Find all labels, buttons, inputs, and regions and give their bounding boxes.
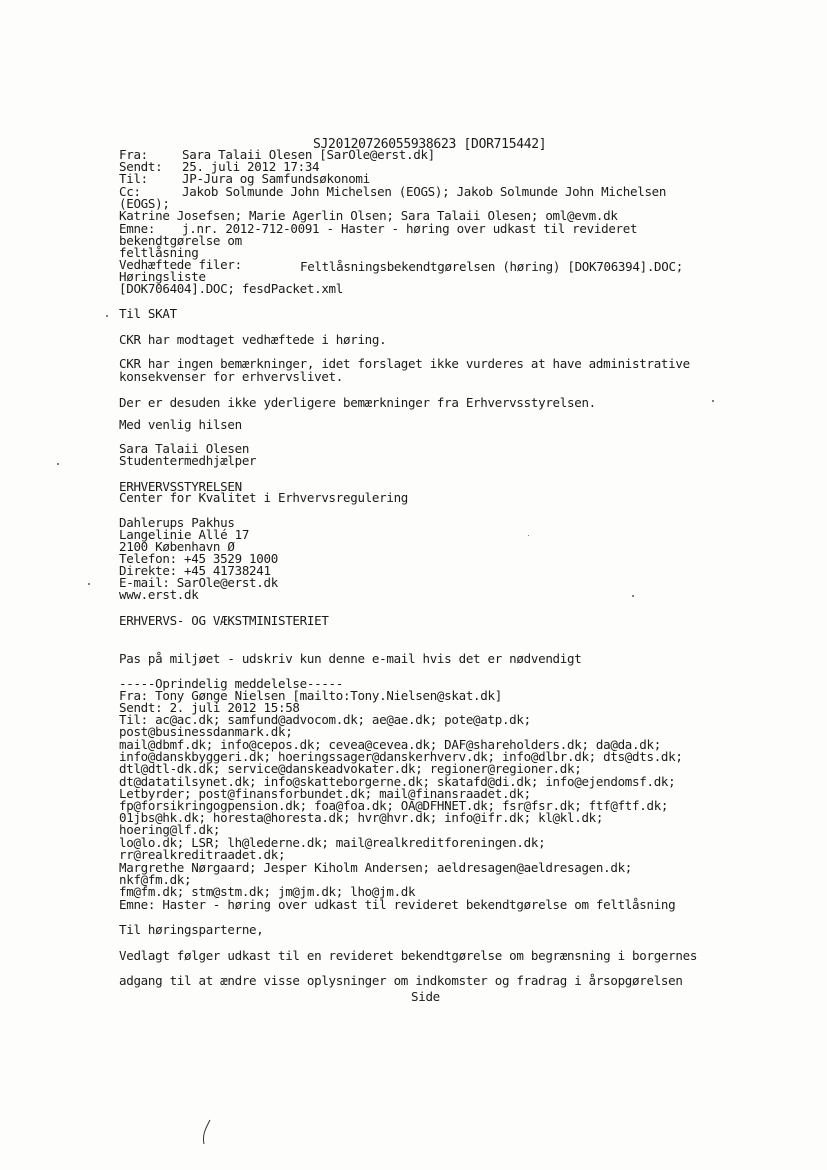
original-recipient-line: info@danskbyggeri.dk; hoeringssager@danskerhverv.dk; info@dlbr.dk; dts@dts.dk; [119, 749, 683, 764]
signature-building: Dahlerups Pakhus [119, 515, 235, 530]
scan-speck [528, 535, 529, 536]
scan-speck [106, 315, 108, 317]
original-recipient-line: fm@fm.dk; stm@stm.dk; jm@jm.dk; lho@jm.dk [119, 884, 416, 899]
document-id: SJ2012072605593862З [DOR715442] [313, 137, 547, 152]
signature-city: 2100 København Ø [119, 539, 235, 554]
original-paragraph-line-2: adgang til at ændre visse oplysninger om indkomster og fradrag i årsopgørelsen [119, 973, 683, 988]
scan-speck [88, 583, 90, 585]
signature-direct-phone: Direkte: +45 41738241 [119, 563, 271, 578]
body-paragraph-2-line-2: konsekvenser for erhvervslivet. [119, 369, 343, 384]
signature-organization: ERHVERVSSTYRELSEN [119, 479, 242, 494]
signature-email: E-mail: SarOle@erst.dk [119, 575, 278, 590]
header-attachments-label: Vedhæftede filer: [119, 257, 242, 272]
original-subject: Emne: Haster - høring over udkast til revideret bekendtgørelse om feltlåsning [119, 897, 676, 912]
original-from: Fra: Tony Gønge Nielsen [mailto:Tony.Nielsen@skat.dk] [119, 688, 502, 703]
header-from-value: Sara Talaii Olesen [SarOle@erst.dk] [182, 147, 435, 162]
original-recipient-line: 01jbs@hk.dk; horesta@horesta.dk; hvr@hvr.dk; info@ifr.dk; kl@kl.dk; [119, 810, 604, 825]
original-recipient-line: dt@datatilsynet.dk; info@skatteborgerne.dk; skatafd@di.dk; info@ejendomsf.dk; [119, 774, 676, 789]
original-recipient-line: Til: ac@ac.dk; samfund@advocom.dk; ae@ae.dk; pote@atp.dk; [119, 712, 531, 727]
scan-speck [632, 595, 634, 597]
signature-street: Langelinie Allé 17 [119, 527, 250, 542]
header-attachments-continuation: Høringsliste [119, 269, 206, 284]
original-recipient-line: nkf@fm.dk; [119, 872, 192, 887]
header-cc-value: Jakob Solmunde John Michelsen (EOGS); Jakob Solmunde John Michelsen [182, 184, 667, 199]
signature-name: Sara Talaii Olesen [119, 441, 250, 456]
original-recipient-line: lo@lo.dk; LSR; lh@lederne.dk; mail@realkreditforeningen.dk; [119, 835, 546, 850]
original-recipient-line: fp@forsikringogpension.dk; foa@foa.dk; OA@DFHNET.dk; fsr@fsr.dk; ftf@ftf.dk; [119, 798, 669, 813]
header-subject-continuation: feltlåsning [119, 245, 199, 260]
header-cc-continuation: Katrine Josefsen; Marie Agerlin Olsen; Sara Talaii Olesen; oml@evm.dk [119, 208, 618, 223]
header-sent-label: Sendt: [119, 159, 163, 174]
header-attachments-value: Feltlåsningsbekendtgørelsen (høring) [DOK706394].DOC; [300, 259, 683, 274]
header-sent-value: 25. juli 2012 17:34 [182, 159, 320, 174]
original-greeting: Til høringsparterne, [119, 922, 264, 937]
original-recipient-line: post@businessdanmark.dk; [119, 724, 293, 739]
original-recipient-line: mail@dbmf.dk; info@cepos.dk; cevea@cevea.dk; DAF@shareholders.dk; da@da.dk; [119, 737, 661, 752]
header-from-label: Fra: [119, 147, 148, 162]
original-sent: Sendt: 2. juli 2012 15:58 [119, 700, 300, 715]
original-recipient-line: dtl@dtl-dk.dk; service@danskeadvokater.dk; regioner@regioner.dk; [119, 761, 582, 776]
header-cc-label: Cc: [119, 184, 141, 199]
body-paragraph-3: Der er desuden ikke yderligere bemærkninger fra Erhvervsstyrelsen. [119, 395, 596, 410]
original-paragraph-line-1: Vedlagt følger udkast til en revideret bekendtgørelse om begrænsning i borgernes [119, 948, 698, 963]
body-paragraph-2-line-1: CKR har ingen bemærkninger, idet forslaget ikke vurderes at have administrative [119, 356, 690, 371]
header-to-label: Til: [119, 171, 148, 186]
original-recipient-line: hoering@lf.dk; [119, 822, 221, 837]
original-recipient-line: Margrethe Nørgaard; Jesper Kiholm Andersen; aeldresagen@aeldresagen.dk; [119, 860, 633, 875]
pen-mark [196, 1118, 216, 1146]
signature-website: www.erst.dk [119, 587, 199, 602]
header-subject-continuation: bekendtgørelse om [119, 233, 242, 248]
original-recipient-line: rr@realkreditraadet.dk; [119, 847, 286, 862]
header-subject-value: j.nr. 2012-712-0091 - Haster - høring over udkast til revideret [182, 221, 638, 236]
signature-title: Studentermedhjælper [119, 453, 257, 468]
body-paragraph-1: CKR har modtaget vedhæftede i høring. [119, 332, 387, 347]
header-to-value: JP-Jura og Samfundsøkonomi [182, 171, 370, 186]
signature-unit: Center for Kvalitet i Erhvervsregulering [119, 490, 409, 505]
signature-ministry: ERHVERVS- OG VÆKSTMINISTERIET [119, 613, 329, 628]
original-message-divider: -----Oprindelig meddelelse----- [119, 676, 343, 691]
body-closing: Med venlig hilsen [119, 417, 242, 432]
page-footer-label: Side [411, 989, 440, 1004]
signature-phone: Telefon: +45 3529 1000 [119, 551, 278, 566]
scan-speck [57, 463, 59, 465]
scan-speck [712, 400, 714, 402]
original-recipient-line: Letbyrder; post@finansforbundet.dk; mail@finansraadet.dk; [119, 786, 531, 801]
header-attachments-continuation: [DOK706404].DOC; fesdPacket.xml [119, 281, 343, 296]
body-greeting: Til SKAT [119, 306, 177, 321]
header-subject-label: Emne: [119, 221, 156, 236]
environment-note: Pas på miljøet - udskriv kun denne e-mail hvis det er nødvendigt [119, 651, 582, 666]
header-cc-continuation: (EOGS); [119, 196, 170, 211]
